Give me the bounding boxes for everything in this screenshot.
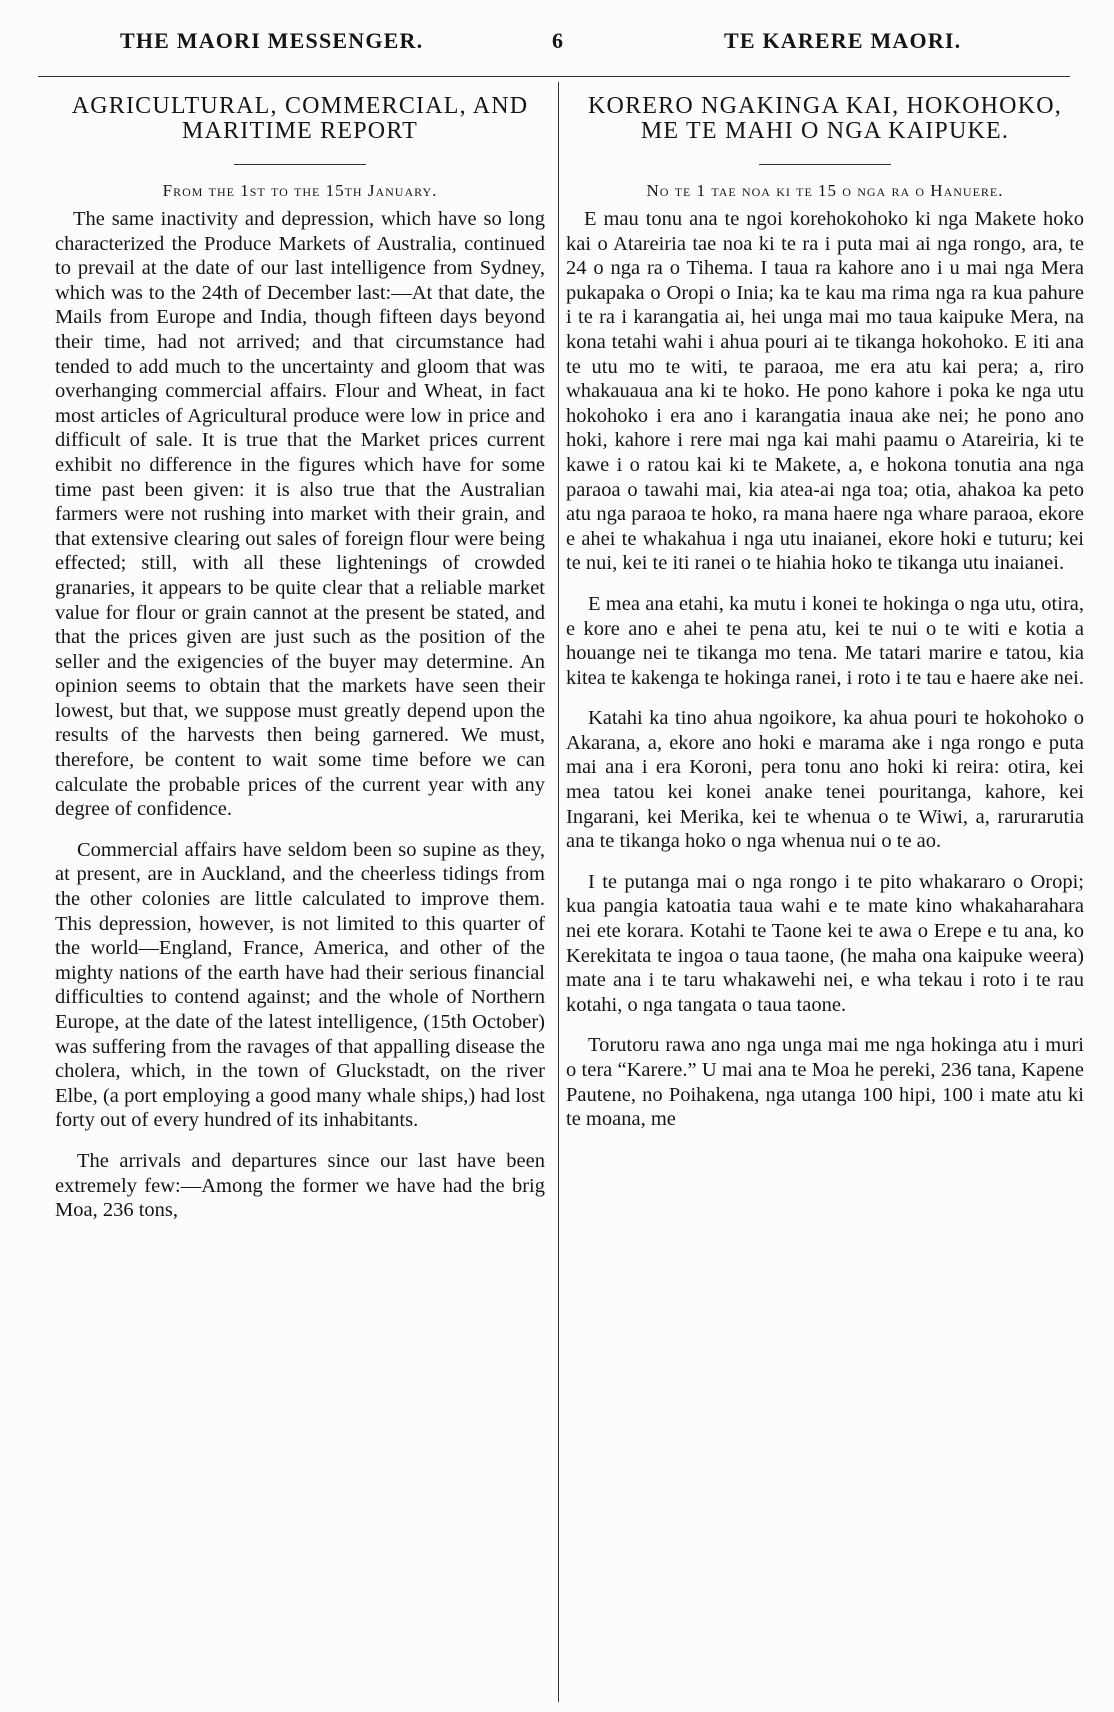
english-title: THE MAORI MESSENGER. [120, 28, 424, 53]
english-headline-line-1: AGRICULTURAL, COMMERCIAL, AND [71, 93, 529, 119]
maori-paragraph-5: Torutoru rawa ano nga unga mai me nga hokinga atu i muri o tera “Karere.” U mai ana te Moa he pereki, 236 tana, Kapene Pautene, no Poihakena, nga utanga 100 hipi, 100 i mate atu ki te moana, me [566, 1034, 1084, 1131]
maori-subhead: No te 1 tae noa ki te 15 o nga ra o Hanuere. [646, 181, 1004, 200]
masthead [28, 20, 1086, 56]
maori-headline-rule [759, 164, 891, 165]
maori-paragraph-3: Katahi ka tino ahua ngoikore, ka ahua pouri te hokohoko o Akarana, a, ekore ano hoki e marama ake i nga rongo e puta mai ana i era Koroni, pera tonu ano hoki ki reira: otira, kei mea tatou kei konei anake tenei pouritanga, kahore, kei Ingarani, kei Merika, kei te whenua o te Wiwi, a, rarurarutia ana te tikanga hoko o nga whenua nui o te ao. [566, 707, 1084, 853]
maori-paragraph-1: E mau tonu ana te ngoi korehokohoko ki nga Makete hoko kai o Atareiria tae noa ki te ra i puta mai ai nga rongo, ara, te 24 o nga ra o Tihema. I taua ra kahore ano i u mai nga Mera pukapaka o Oropi o Inia; ka te kau ma rima nga ra kua pahure i te ra i karangatia ai, hei unga mai mo taua kaipuke Mera, na kona tetahi wahi i ahua pouri ai te tikanga hokohoko. E iti ana te utu mo te witi, te paraoa, me era atu kai pera; a, riro whakauaua ana ki te hoko. He pono kahore i poka ke nga utu hokohoko i era ano i karangatia inaua ake nei; he pono ano hoki, kahore i rere mai nga kai mahi paamu o Atareiria, ki te kawe i o ratou kai ki te Makete, a, e hokona tonutia ana nga paraoa o tawahi mai, kia atea-ai nga toa; otia, ahakoa ka peto atu nga paraoa te hoko, ra mana haere nga whare paraoa, ekore e ahei te whakahua i nga utu inaianei, ekore hoki e tuturu; kei te nui, kei te iti ranei o te hiahia hoko te tikanga utu inaianei. [566, 208, 1084, 575]
english-paragraph-2: Commercial affairs have seldom been so supine as they, at present, are in Auckland, and the cheerless tidings from the other colonies are little calculated to improve them. This depression, however, is not limited to this quarter of the world—England, France, America, and other of the mighty nations of the earth have had their serious financial difficulties to contend against; and the whole of Northern Europe, at the date of the latest intelligence, (15th October) was suffering from the ravages of that appalling disease the cholera, which, in the town of Gluckstadt, on the river Elbe, (a port employing a good many whale ships,) had lost forty out of every hundred of its inhabitants. [55, 838, 545, 1132]
column-divider [558, 82, 559, 1702]
maori-headline-line-1: KORERO NGAKINGA KAI, HOKOHOKO, [588, 93, 1062, 119]
maori-paragraph-4: I te putanga mai o nga rongo i te pito whakararo o Oropi; kua pangia katoatia taua wahi e te mate kino whakaharahara nei ete korara. Kotahi te Taone kei te awa o Erepe e tu ana, ko Kerekitata te ingoa o taua taone, (he maha ona kaipuke weera) mate ana i te taru whakawehi nei, e wha tekau i roto i te rau kotahi, o nga tangata o taua taone. [566, 870, 1084, 1016]
masthead-rule [38, 76, 1070, 77]
english-column [55, 92, 545, 1698]
english-headline-line-2: MARITIME REPORT [182, 118, 418, 144]
maori-paragraph-2: E mea ana etahi, ka mutu i konei te hokinga o nga utu, otira, e kore ano e ahei te pena atu, kei te nui o te witi e kotia a houange nei te tikanga mo tena. Me tatari marire e tatou, kia kitea te kakenga te hokinga ranei, i roto i te tau e haere ake nei. [566, 592, 1084, 689]
page-number: 6 [552, 28, 565, 53]
english-paragraph-3: The arrivals and departures since our last have been extremely few:—Among the former we have had the brig Moa, 236 tons, [55, 1149, 545, 1222]
maori-headline-line-2: ME TE MAHI O NGA KAIPUKE. [640, 118, 1010, 144]
english-headline-rule [234, 164, 366, 165]
maori-column [566, 92, 1084, 1698]
maori-headline [566, 92, 1084, 144]
english-subhead: From the 1st to the 15th January. [162, 181, 438, 200]
english-paragraph-1: The same inactivity and depression, which have so long characterized the Produce Markets of Australia, continued to prevail at the date of our last intelligence from Sydney, which was to the 24th of December last:—At that date, the Mails from Europe and India, though fifteen days beyond their time, had not arrived; and that circumstance had tended to add much to the uncertainty and gloom that was overhanging commercial affairs. Flour and Wheat, in fact most articles of Agricultural produce were low in price and difficult of sale. It is true that the Market prices current exhibit no difference in the figures which have for some time past been given: it is also true that the Australian farmers were not rushing into market with their grain, and that extensive clearing out sales of foreign flour were being effected; still, with all these lightenings of crowded granaries, it appears to be quite clear that a reliable market value for flour or grain cannot at the present be stated, and that the prices given are just such as the position of the seller and the exigencies of the buyer may determine. An opinion seems to obtain that the markets have seen their lowest, but that, we suppose must greatly depend upon the results of the harvests then being garnered. We must, therefore, be content to wait some time before we can calculate the probable prices of the current year with any degree of confidence. [55, 208, 545, 821]
english-headline [55, 92, 545, 144]
maori-title: TE KARERE MAORI. [724, 28, 962, 53]
